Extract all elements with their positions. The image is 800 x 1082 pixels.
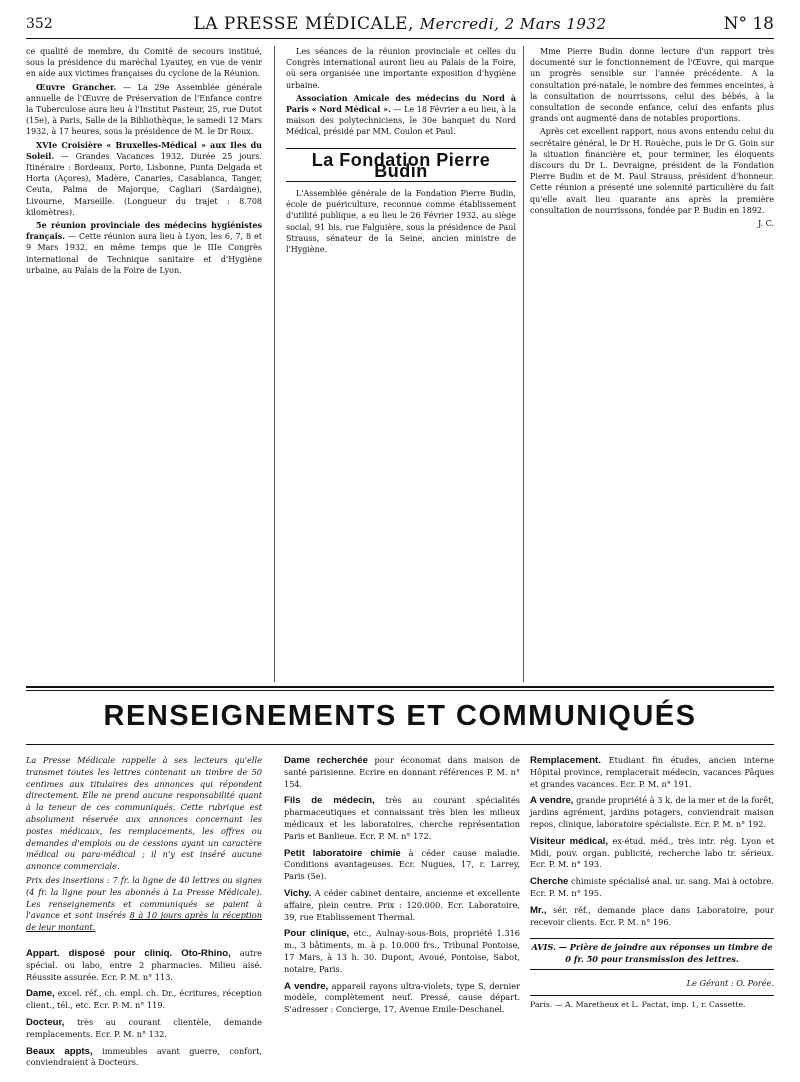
news-column-1 — [26, 46, 262, 278]
article-body: — Cette réunion aura lieu à Lyon, les 6, 7, 8 et 9 Mars 1932, en même temps que le IIIe Congrès international de Technique sanitaire et d'Hygiène urbaine, au Palais de la Foire de Lyon. — [26, 232, 263, 275]
classified-ad — [26, 1046, 262, 1070]
fondation-closing: Après cet excellent rapport, nous avons entendu celui du secrétaire général, le Dr H. Rouèche, puis le Dr G. Goin sur la situation financière et, pour terminer, les éloquents discours du Dr L. Devraigne, président de la Fondation Pierre Budin et de M. Paul Strauss, président d'honneur. Cette réunion a présenté une solennité particulière du fait qu'elle avait lieu quarante ans après la première consultation de nourrissons, fondée par P. Budin en 1892. — [530, 127, 774, 215]
section-rule — [26, 690, 774, 691]
classified-ad-title: Appart. disposé pour cliniq. Oto-Rhino, — [26, 947, 231, 959]
classified-ad-title: Petit laboratoire chimie — [284, 847, 401, 859]
classified-ad-title: Dame recherchée — [284, 755, 368, 766]
section-rule — [26, 744, 774, 745]
column-divider — [274, 46, 275, 682]
classified-ad-title: Dame, — [26, 988, 55, 1000]
classifieds-column-2 — [284, 755, 520, 1021]
article-heading: 5e réunion provinciale des médecins hygiénistes français. — [26, 220, 262, 242]
classified-ad — [26, 948, 262, 983]
classified-ad-title: Vichy. — [284, 887, 312, 899]
classified-ad-body: chimiste spécialisé anal. ur. sang. Mai à octobre. Ecr. P. M. n° 195. — [530, 876, 774, 898]
classified-ad-body: très au courant spécialités pharmaceutiques et connaissant très bien les milieux médicaux et les laboratoires, cherche représentation Paris et Banlieue. Ecr. P. M. n° 172. — [284, 795, 520, 841]
section-title: RENSEIGNEMENTS ET COMMUNIQUÉS — [103, 700, 697, 732]
classified-ad — [26, 1017, 262, 1041]
prices-text: Prix des insertions : 7 fr. la ligne de 40 lettres ou signes (4 fr. la ligne pour les abonnés à La Presse Médicale). Les renseignements et communiqués se paient à l'avance et sont insérés — [26, 874, 262, 921]
gerant-signature: Le Gérant : O. Porée. — [686, 977, 774, 988]
classified-ad-title: Docteur, — [26, 1016, 65, 1028]
article-continuation: ce qualité de membre, du Comité de secours institué, sous la présidence du maréchal Lyautey, en vue de venir en aide aux victimes françaises du cyclone de la Réunion. — [26, 47, 262, 79]
classified-ad-body: à céder cause maladie. Conditions avantageuses. Ecr. Nugues, 17, r. Larrey, Paris (5e). — [284, 847, 521, 882]
classified-ad-title: Beaux appts, — [26, 1045, 93, 1057]
classified-ad-title: Fils de médecin, — [284, 795, 375, 807]
classified-ad — [284, 981, 520, 1016]
classified-ad-body: appareil rayons ultra-violets, type S, dernier modèle, complètement neuf. Pressé, cause départ. S'adresser : Concierge, 17, Avenue Emile-Deschanel. — [284, 980, 520, 1015]
article-body: — Grandes Vacances 1932. Durée 25 jours. Itinéraire : Bordeaux, Porto, Lisbonne, Punta Delgada et Horta (Açores), Madère, Canaries, Casablanca, Tanger, Ceuta, Palma de Majorque, Cagliari (Sardaigne), Livourne, Marseille. (Longueur du trajet : 8.708 kilomètres). — [26, 151, 262, 217]
issue-number: N° 18 — [723, 14, 774, 34]
classified-ad — [284, 755, 520, 790]
section-rule — [26, 686, 774, 688]
classified-ad-body: sér. réf., demande place dans Laboratoire, pour recevoir clients. Ecr. P. M. n° 196. — [530, 904, 774, 927]
prices-delay: 8 à 10 jours après la réception de leur montant. — [26, 910, 262, 933]
classified-ad-body: grande propriété à 3 k. de la mer et de la forêt, jardins agrément, jardins potagers, conviendrait maison repos, clinique, laboratoire spécialiste. Ecr. P. M. n° 192. — [530, 795, 774, 829]
classified-ad-body: pour économat dans maison de santé parisienne. Ecrire en donnant références P. M. n° 154. — [284, 755, 520, 789]
article-reunion-hygienistes — [26, 220, 262, 276]
author-initials: J. C. — [757, 219, 774, 229]
classified-ad-body: excel. réf., ch. empl. ch. Dr., écritures, réception client., tél., etc. Ecr. P. M. n° 119. — [26, 988, 262, 1011]
classified-ad — [530, 795, 774, 830]
fondation-title: La Fondation Pierre Budin — [311, 149, 491, 181]
article-continuation: Les séances de la réunion provinciale et celles du Congrès international auront lieu au Palais de la Foire, où sera organisée une importante exposition d'hygiène urbaine. — [286, 47, 516, 90]
news-column-2 — [286, 46, 516, 257]
fondation-report: Mme Pierre Budin donne lecture d'un rapport très documenté sur le fonctionnement de l'Œuvre, qui marque un progrès sensible sur l'année précédente. A la consultation pré-natale, le nombre des femmes enceintes, à la consultation de nourrissons, celui des bébés, à la consultation de seconde enfance, celui des enfants plus grands ont augmenté dans de notables proportions. — [530, 47, 774, 124]
classified-ad — [530, 876, 774, 900]
classified-ad-title: Visiteur médical, — [530, 835, 608, 847]
article-heading: Association Amicale des médecins du Nord à Paris « Nord Médical ». — [286, 92, 516, 115]
classified-ad-body: très au courant clientèle, demande remplacements. Ecr. P. M. n° 132. — [26, 1016, 262, 1039]
classified-ad — [284, 888, 520, 923]
ad-list — [26, 948, 262, 1069]
classified-ad-title: Cherche — [530, 876, 569, 888]
classified-ad-title: A vendre, — [530, 795, 574, 807]
article-body: — Le 18 Février a eu lieu, à la maison des polytechniciens, le 30e banquet du Nord Médical, présidé par MM. Coulon et Paul. — [286, 105, 517, 137]
ad-list — [530, 755, 774, 928]
classifieds-column-1 — [26, 755, 262, 1074]
journal-title — [26, 14, 774, 34]
journal-name: LA PRESSE MÉDICALE, — [193, 14, 414, 34]
classifieds-prices — [26, 875, 262, 934]
classified-ad-title: A vendre, — [284, 980, 329, 992]
article-association-nord-medical — [286, 93, 516, 138]
classified-ad-body: ex-étud. méd., très intr. rég. Lyon et Midi, pouv. organ. publicité, recherche labo tr. sérieux. Ecr. P. M. n° 193. — [530, 835, 774, 870]
page-number: 352 — [26, 16, 53, 32]
classified-ad-body: autre spécial. ou labo, entre 2 pharmacies. Milieu aisé. Réussite assurée. Ecr. P. M. n° 113. — [26, 947, 262, 982]
classified-ad-title: Mr., — [530, 904, 547, 916]
classified-ad-body: etc., Aulnay-sous-Bois, propriété 1.316 m., 3 bâtiments, m. à p. 10.000 frs., Tribunal Pontoise, 17 Mars, à 13 h. 30. Dupont, Avoué, Pontoise, Sabot, notaire, Paris. — [284, 928, 520, 974]
classified-ad — [530, 836, 774, 871]
classifieds-column-3 — [530, 755, 774, 1011]
classified-ad — [284, 928, 520, 975]
classified-ad-title: Remplacement. — [530, 755, 601, 766]
ad-list — [284, 755, 520, 1016]
classified-ad-body: immeubles avant guerre, confort, conviendraient à Docteurs. — [26, 1045, 262, 1068]
classifieds-intro: La Presse Médicale rappelle à ses lecteurs qu'elle transmet toutes les lettres contenant un timbre de 50 centimes aux titulaires des annonces qui répondent directement. Elle ne prend aucune responsabilité quant à la teneur de ces communiqués. Cette rubrique est absolument réservée aux annonces concernant les postes médicaux, les remplacements, les offres ou demandes d'emplois ou de cessions ayant un caractère médical ou para-médical ; il n'y est inséré aucune annonce commerciale. — [26, 755, 262, 872]
news-column-3 — [530, 46, 774, 231]
masthead — [26, 14, 774, 39]
fondation-body: L'Assemblée générale de la Fondation Pierre Budin, école de puériculture, reconnue comme établissement d'utilité publique, a eu lieu le 26 Février 1932, au siège social, 91 bis, rue Falguière, sous la présidence de Paul Strauss, sénateur de la Seine, ancien ministre de l'Hygiène. — [286, 189, 516, 255]
article-heading: XVIe Croisière « Bruxelles-Médical » aux Iles du Soleil. — [26, 139, 262, 161]
article-heading: Œuvre Grancher. — [36, 81, 117, 92]
classified-ad — [530, 905, 774, 929]
column-divider — [523, 46, 524, 682]
classified-ad — [530, 755, 774, 790]
printer-imprint: Paris. — A. Maretheux et L. Pactat, imp. 1, r. Cassette. — [530, 995, 774, 1011]
avis-notice: AVIS. — Prière de joindre aux réponses un timbre de 0 fr. 50 pour transmission des lettres. — [530, 938, 774, 970]
classified-ad-title: Pour clinique, — [284, 928, 350, 940]
classified-ad — [26, 988, 262, 1012]
classified-ad — [284, 795, 520, 842]
classified-ad-body: Etudiant fin études, ancien interne Hôpital province, remplacerait médecin, vacances Pâques et grandes vacances. Ecr. P. M. n° 191. — [530, 755, 774, 789]
classified-ad — [284, 848, 520, 883]
article-body: — La 29e Assemblée générale annuelle de l'Œuvre de Préservation de l'Enfance contre la Tuberculose aura lieu à l'Institut Pasteur, 25, rue Dutot (15e), à Paris, Salle de la Bibliothèque, le samedi 12 Mars 1932, à 17 heures, sous la présidence de M. le Dr Roux. — [26, 82, 262, 137]
classified-ad-body: A céder cabinet dentaire, ancienne et excellente affaire, plein centre. Prix : 120.000. Ecr. Laboratoire, 39, rue Etablissement Thermal. — [284, 887, 520, 922]
article-oeuvre-grancher — [26, 82, 262, 138]
article-croisiere — [26, 140, 262, 218]
fondation-heading-box — [286, 148, 516, 182]
issue-date: Mercredi, 2 Mars 1932 — [419, 15, 607, 33]
